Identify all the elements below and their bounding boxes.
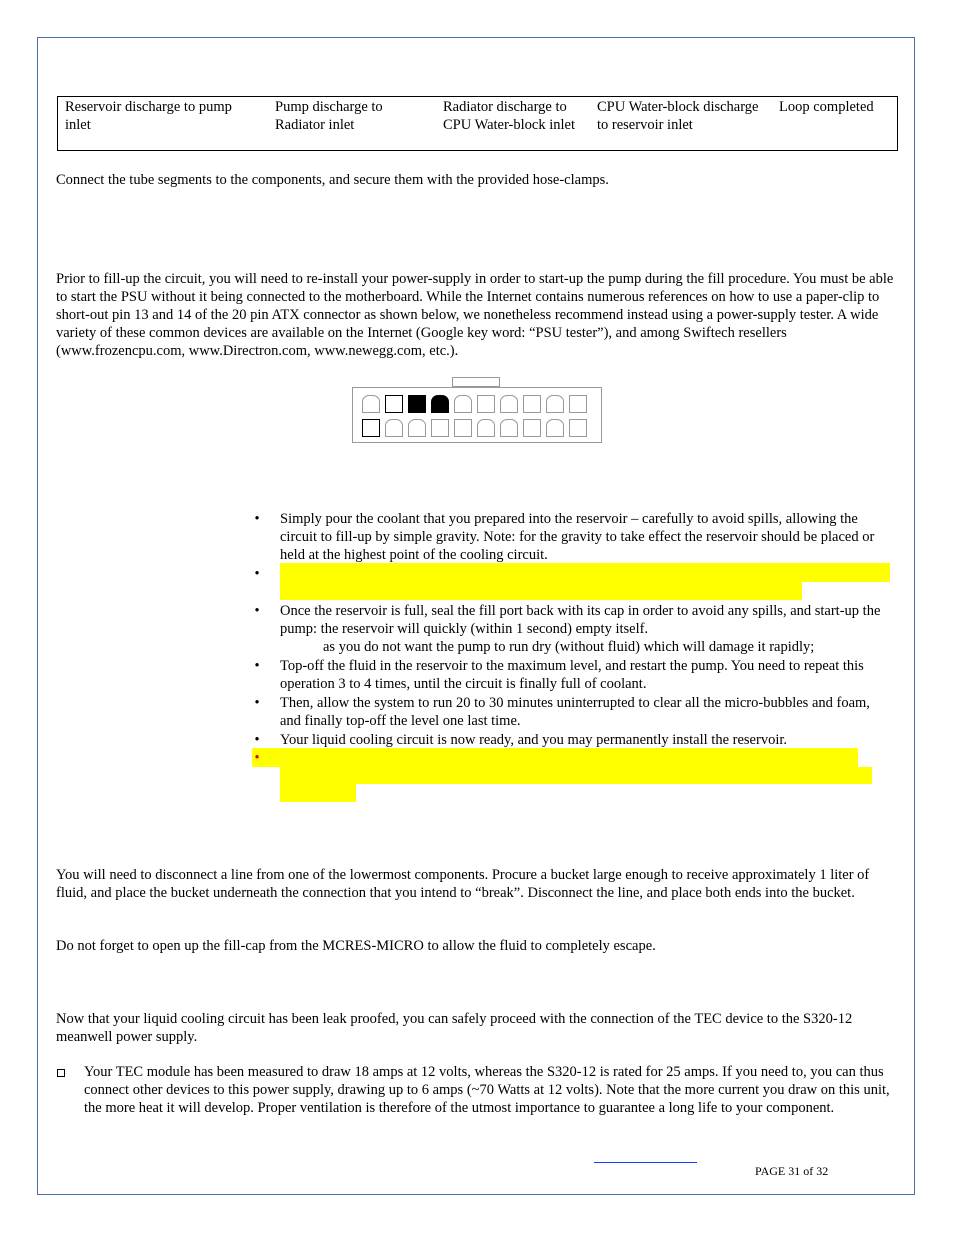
connector-pin — [362, 395, 380, 413]
list-item-text: Your liquid cooling circuit is now ready, and you may permanently install the reservoir. — [280, 732, 787, 748]
connector-pin — [385, 419, 403, 437]
highlight-band — [280, 563, 890, 582]
connector-pin — [523, 419, 541, 437]
connector-pin — [500, 395, 518, 413]
highlight-band — [252, 748, 858, 767]
table-row — [58, 97, 898, 151]
link-underline[interactable] — [594, 1162, 697, 1163]
para-tec: Now that your liquid cooling circuit has been leak proofed, you can safely proceed with the connection of the TEC device to the S320-12 meanwell power supply. — [56, 1011, 853, 1045]
connector-pin — [546, 395, 564, 413]
connector-pin — [454, 395, 472, 413]
para-fillcap: Do not forget to open up the fill-cap from the MCRES-MICRO to allow the fluid to completely escape. — [56, 938, 656, 954]
highlight-band — [280, 767, 872, 784]
connector-pin — [569, 395, 587, 413]
connector-pin — [523, 395, 541, 413]
loop-order-table — [57, 96, 898, 151]
list-item-text: Then, allow the system to run 20 to 30 minutes uninterrupted to clear all the micro-bubbles and foam, and finally top-off the level one last time. — [280, 695, 870, 729]
connector-pin — [500, 419, 518, 437]
table-cell: CPU Water-block discharge to reservoir inlet — [597, 99, 759, 133]
para-tec-item: Your TEC module has been measured to draw 18 amps at 12 volts, whereas the S320-12 is rated for 25 amps. If you need to, you can thus connect other devices to this power supply, drawing up to 6 amps (~70 Watts at 12 volts). Note that the more current you draw on this unit, the more heat it will develop. Proper ventilation is therefore of the utmost importance to guarantee a long life to your component. — [84, 1064, 890, 1116]
checkbox-square-icon — [57, 1069, 65, 1077]
bullet-icon: • — [254, 695, 260, 711]
bullet-icon: • — [254, 511, 260, 527]
connector-pin — [431, 419, 449, 437]
bullet-icon: • — [254, 750, 260, 766]
connector-pin — [546, 419, 564, 437]
connector-pin — [454, 419, 472, 437]
bullet-icon: • — [254, 732, 260, 748]
connector-pin — [385, 395, 403, 413]
fill-steps-list — [252, 510, 892, 810]
highlight-band — [280, 582, 802, 600]
connector-pin — [569, 419, 587, 437]
bullet-icon: • — [254, 603, 260, 619]
para-connect: Connect the tube segments to the components, and secure them with the provided hose-clamps. — [56, 172, 609, 188]
connector-latch — [452, 377, 500, 387]
page-number: PAGE 31 of 32 — [755, 1164, 829, 1178]
connector-pin — [362, 419, 380, 437]
bullet-icon: • — [254, 658, 260, 674]
bullet-icon: • — [254, 566, 260, 582]
table-cell: Reservoir discharge to pump inlet — [65, 99, 232, 133]
table-cell: Loop completed — [779, 99, 874, 115]
list-item-text: Top-off the fluid in the reservoir to the maximum level, and restart the pump. You need to repeat this operation 3 to 4 times, until the circuit is finally full of coolant. — [280, 658, 864, 692]
highlight-band — [280, 784, 356, 802]
connector-pin — [408, 395, 426, 413]
table-cell: Pump discharge to Radiator inlet — [275, 99, 383, 133]
list-item-text: Simply pour the coolant that you prepared into the reservoir – carefully to avoid spills, allowing the circuit to fill-up by simple gravity. Note: for the gravity to take effect the reservoir should be placed or held at the highest point of the cooling circuit. — [280, 511, 875, 563]
list-item-text: as you do not want the pump to run dry (without fluid) which will damage it rapidly; — [323, 639, 815, 655]
para-drain: You will need to disconnect a line from one of the lowermost components. Procure a bucket large enough to receive approximately 1 liter of fluid, and place the bucket underneath the connection that you intend to “break”. Disconnect the line, and place both ends into the bucket. — [56, 867, 870, 901]
connector-pin — [408, 419, 426, 437]
connector-pin — [477, 395, 495, 413]
connector-pin — [477, 419, 495, 437]
para-prior-fill: Prior to fill-up the circuit, you will need to re-install your power-supply in order to start-up the pump during the fill procedure. You must be able to start the PSU without it being connected to the motherboard. While the Internet contains numerous references on how to use a paper-clip to short-out pin 13 and 14 of the 20 pin ATX connector as shown below, we nonetheless recommend instead using a power-supply tester. A wide variety of these common devices are available on the Internet (Google key word: “PSU tester”), and among Swiftech resellers (www.frozencpu.com, www.Directron.com, www.newegg.com, etc.). — [56, 271, 894, 359]
connector-pin — [431, 395, 449, 413]
table-cell: Radiator discharge to CPU Water-block inlet — [443, 99, 575, 133]
list-item-text: Once the reservoir is full, seal the fill port back with its cap in order to avoid any spills, and start-up the pump: the reservoir will quickly (within 1 second) empty itself. — [280, 603, 881, 637]
